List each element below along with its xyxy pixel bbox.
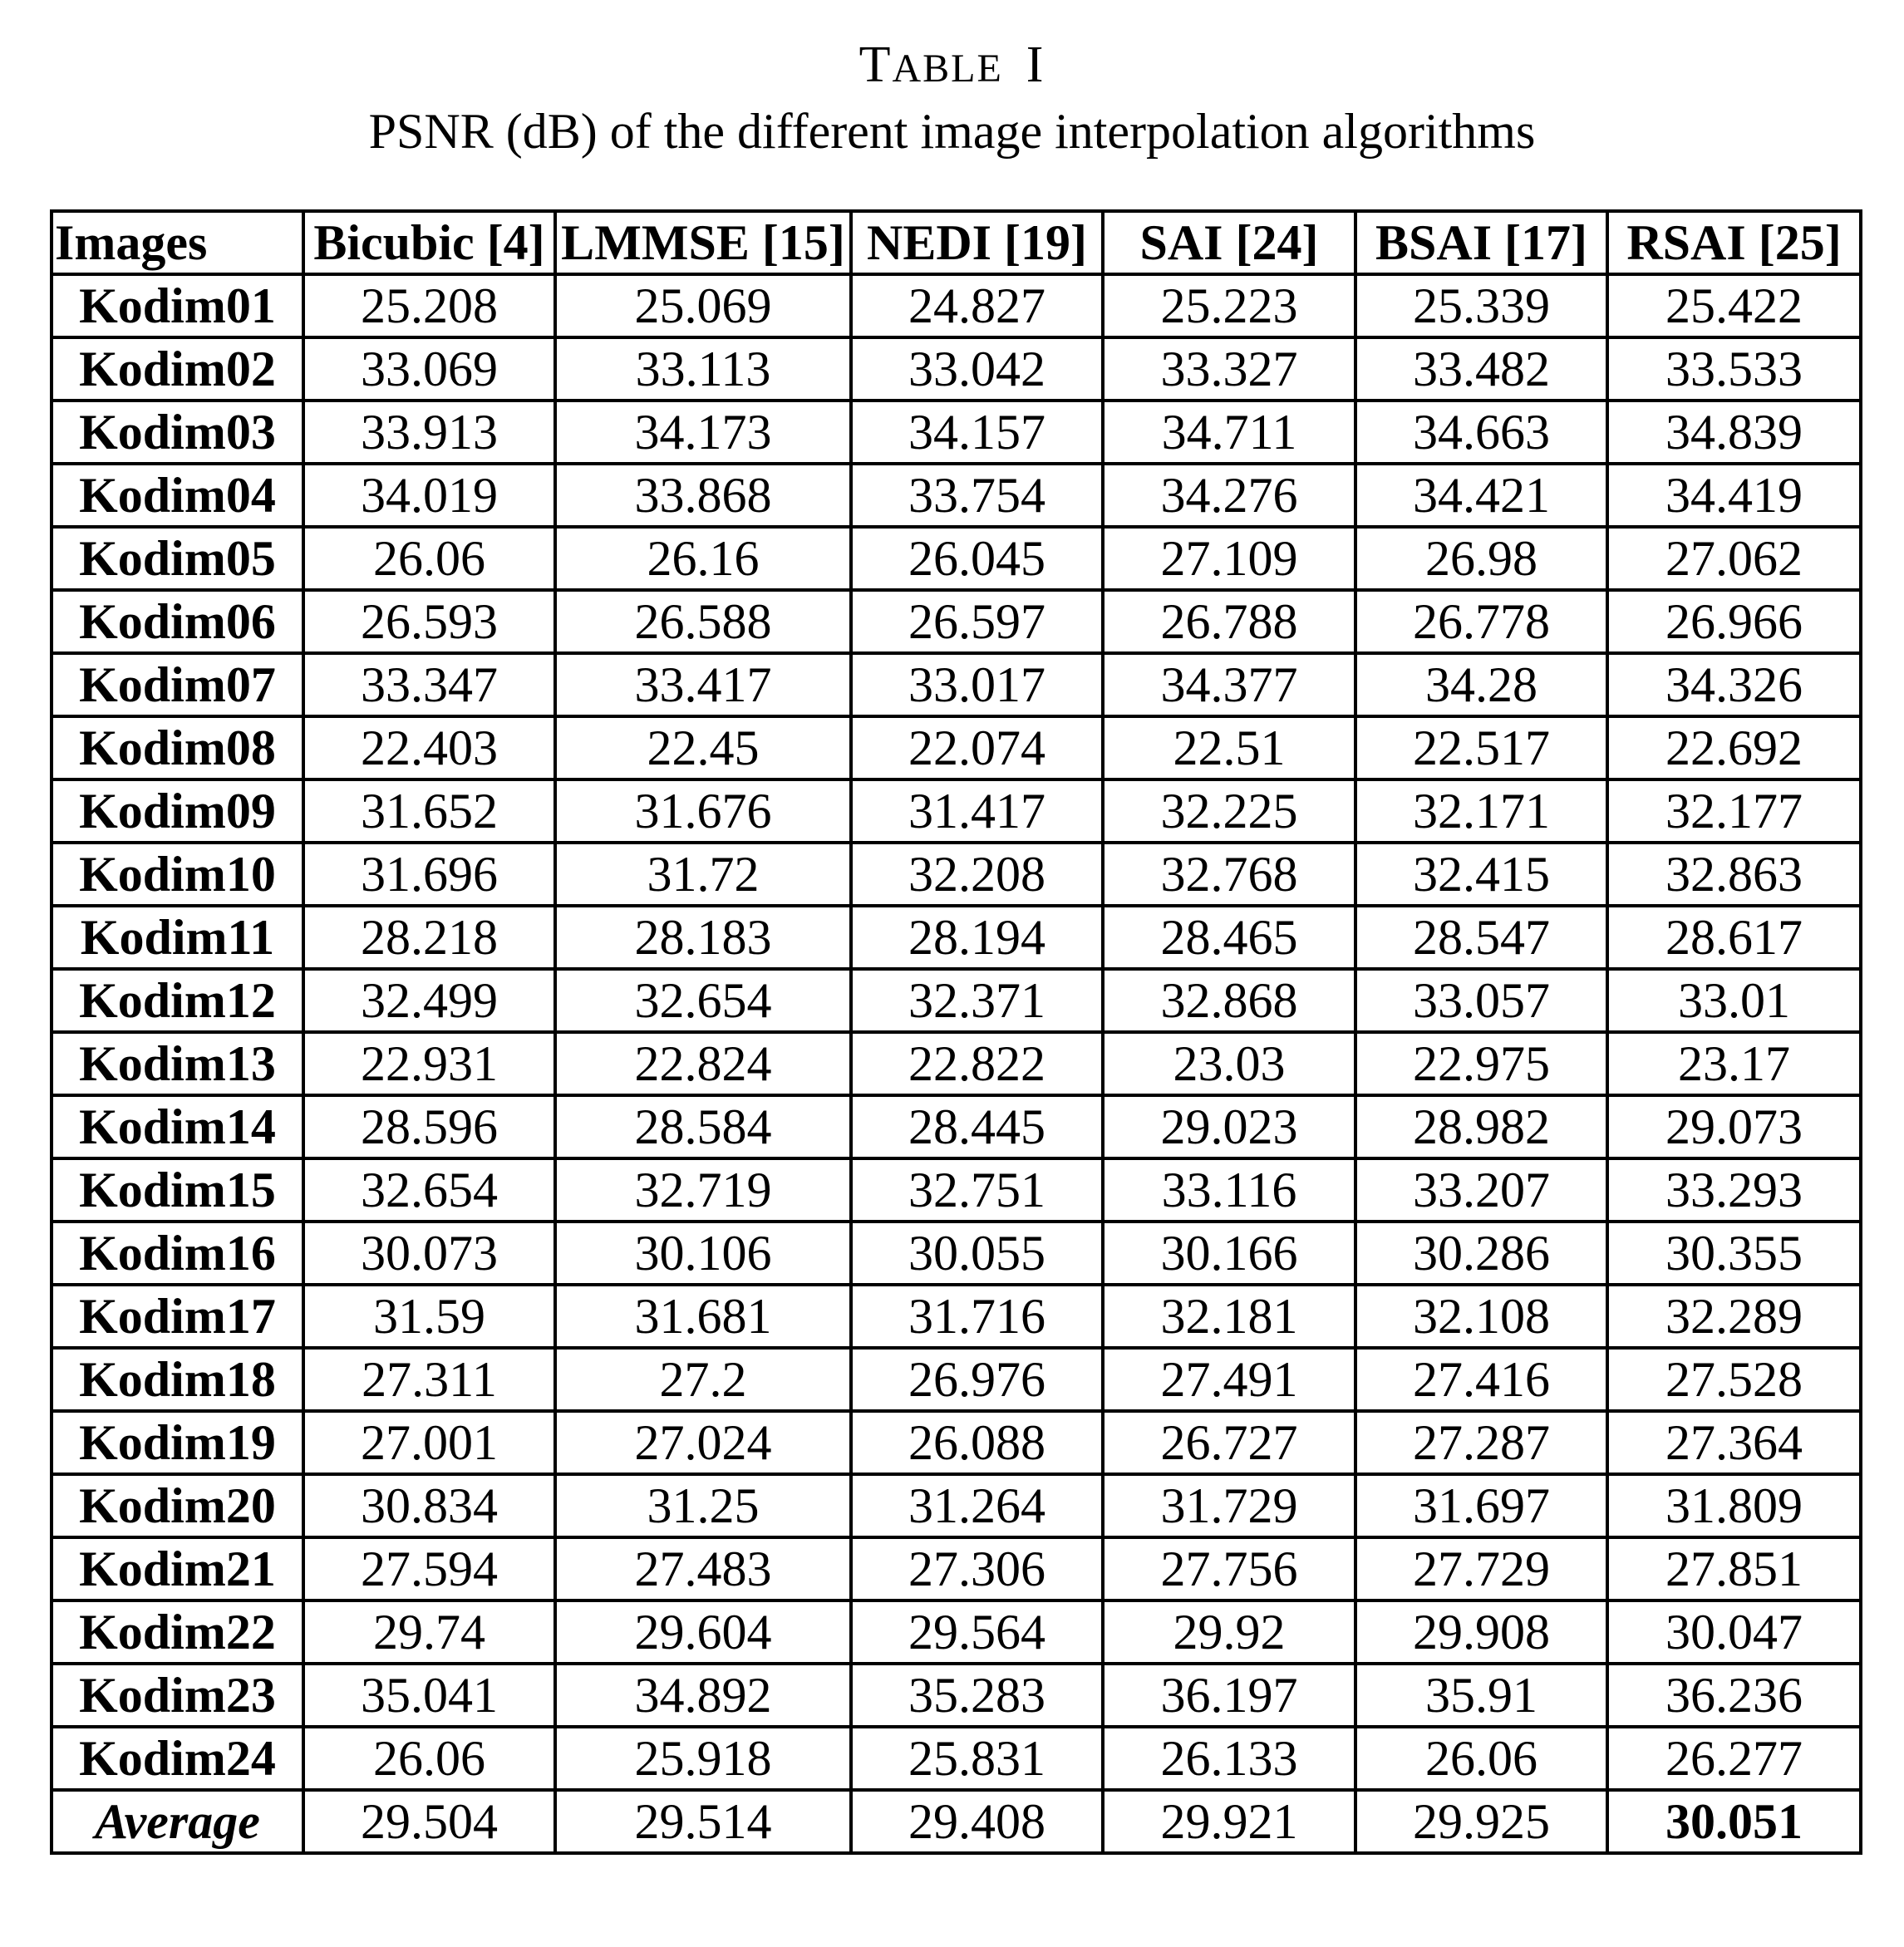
column-header: RSAI [25] [1607, 211, 1861, 274]
psnr-cell: 34.28 [1355, 653, 1607, 716]
psnr-cell: 34.326 [1607, 653, 1861, 716]
table-row [52, 464, 1861, 527]
psnr-cell: 26.277 [1607, 1727, 1861, 1790]
psnr-cell: 35.041 [303, 1664, 555, 1727]
psnr-cell: 26.588 [555, 590, 851, 653]
psnr-cell: 28.584 [555, 1095, 851, 1158]
average-psnr-cell: 29.925 [1355, 1790, 1607, 1853]
table-row [52, 527, 1861, 590]
image-name-cell: Kodim09 [52, 779, 303, 843]
image-name-cell: Kodim16 [52, 1222, 303, 1285]
table-label-rest: ABLE [892, 47, 1003, 91]
psnr-cell: 23.17 [1607, 1032, 1861, 1095]
psnr-cell: 29.74 [303, 1600, 555, 1664]
psnr-cell: 27.109 [1103, 527, 1355, 590]
image-name-cell: Kodim08 [52, 716, 303, 779]
table-row [52, 716, 1861, 779]
psnr-cell: 31.676 [555, 779, 851, 843]
psnr-cell: 22.822 [851, 1032, 1103, 1095]
psnr-cell: 33.057 [1355, 969, 1607, 1032]
table-row [52, 1474, 1861, 1537]
image-name-cell: Kodim06 [52, 590, 303, 653]
psnr-cell: 33.417 [555, 653, 851, 716]
psnr-cell: 25.339 [1355, 274, 1607, 337]
psnr-cell: 27.756 [1103, 1537, 1355, 1600]
psnr-cell: 34.663 [1355, 401, 1607, 464]
psnr-cell: 31.417 [851, 779, 1103, 843]
psnr-cell: 22.824 [555, 1032, 851, 1095]
psnr-cell: 31.729 [1103, 1474, 1355, 1537]
psnr-cell: 32.208 [851, 843, 1103, 906]
psnr-cell: 32.751 [851, 1158, 1103, 1222]
psnr-cell: 29.604 [555, 1600, 851, 1664]
psnr-cell: 22.692 [1607, 716, 1861, 779]
average-psnr-cell: 30.051 [1607, 1790, 1861, 1853]
image-name-cell: Kodim18 [52, 1348, 303, 1411]
psnr-cell: 32.171 [1355, 779, 1607, 843]
image-name-cell: Kodim03 [52, 401, 303, 464]
psnr-cell: 27.491 [1103, 1348, 1355, 1411]
image-name-cell: Kodim24 [52, 1727, 303, 1790]
header-row [52, 211, 1861, 274]
psnr-cell: 33.868 [555, 464, 851, 527]
psnr-cell: 29.92 [1103, 1600, 1355, 1664]
psnr-cell: 28.982 [1355, 1095, 1607, 1158]
psnr-cell: 34.419 [1607, 464, 1861, 527]
psnr-cell: 29.564 [851, 1600, 1103, 1664]
image-name-cell: Kodim15 [52, 1158, 303, 1222]
psnr-cell: 36.236 [1607, 1664, 1861, 1727]
table-row [52, 401, 1861, 464]
psnr-cell: 34.019 [303, 464, 555, 527]
psnr-cell: 26.16 [555, 527, 851, 590]
psnr-cell: 31.681 [555, 1285, 851, 1348]
psnr-cell: 27.851 [1607, 1537, 1861, 1600]
psnr-cell: 26.597 [851, 590, 1103, 653]
psnr-cell: 26.045 [851, 527, 1103, 590]
table-row [52, 906, 1861, 969]
average-psnr-cell: 29.921 [1103, 1790, 1355, 1853]
table-row [52, 843, 1861, 906]
psnr-cell: 26.593 [303, 590, 555, 653]
image-name-cell: Kodim07 [52, 653, 303, 716]
psnr-cell: 33.482 [1355, 337, 1607, 401]
psnr-cell: 27.364 [1607, 1411, 1861, 1474]
table-row [52, 969, 1861, 1032]
psnr-cell: 27.416 [1355, 1348, 1607, 1411]
psnr-cell: 32.225 [1103, 779, 1355, 843]
psnr-cell: 30.047 [1607, 1600, 1861, 1664]
psnr-cell: 26.06 [1355, 1727, 1607, 1790]
image-name-cell: Kodim23 [52, 1664, 303, 1727]
psnr-cell: 29.073 [1607, 1095, 1861, 1158]
psnr-cell: 25.422 [1607, 274, 1861, 337]
psnr-cell: 29.023 [1103, 1095, 1355, 1158]
psnr-cell: 31.59 [303, 1285, 555, 1348]
psnr-cell: 33.113 [555, 337, 851, 401]
psnr-cell: 31.696 [303, 843, 555, 906]
image-name-cell: Kodim11 [52, 906, 303, 969]
psnr-cell: 31.264 [851, 1474, 1103, 1537]
image-name-cell: Kodim10 [52, 843, 303, 906]
table-row [52, 779, 1861, 843]
image-name-cell: Kodim14 [52, 1095, 303, 1158]
table-row [52, 1158, 1861, 1222]
psnr-cell: 27.311 [303, 1348, 555, 1411]
psnr-table [50, 209, 1862, 1855]
psnr-cell: 28.465 [1103, 906, 1355, 969]
psnr-cell: 27.062 [1607, 527, 1861, 590]
image-name-cell: Kodim21 [52, 1537, 303, 1600]
psnr-cell: 27.594 [303, 1537, 555, 1600]
psnr-cell: 27.483 [555, 1537, 851, 1600]
table-row [52, 1222, 1861, 1285]
psnr-cell: 31.25 [555, 1474, 851, 1537]
psnr-cell: 30.073 [303, 1222, 555, 1285]
table-row [52, 1095, 1861, 1158]
psnr-cell: 28.183 [555, 906, 851, 969]
psnr-cell: 22.931 [303, 1032, 555, 1095]
psnr-cell: 36.197 [1103, 1664, 1355, 1727]
psnr-cell: 32.108 [1355, 1285, 1607, 1348]
psnr-cell: 32.177 [1607, 779, 1861, 843]
psnr-cell: 33.533 [1607, 337, 1861, 401]
psnr-cell: 26.06 [303, 527, 555, 590]
image-name-cell: Kodim04 [52, 464, 303, 527]
average-psnr-cell: 29.514 [555, 1790, 851, 1853]
psnr-cell: 27.306 [851, 1537, 1103, 1600]
table-body [52, 274, 1861, 1853]
table-row [52, 274, 1861, 337]
psnr-cell: 34.839 [1607, 401, 1861, 464]
psnr-cell: 33.913 [303, 401, 555, 464]
psnr-cell: 34.377 [1103, 653, 1355, 716]
psnr-cell: 26.06 [303, 1727, 555, 1790]
psnr-cell: 33.116 [1103, 1158, 1355, 1222]
psnr-cell: 32.289 [1607, 1285, 1861, 1348]
psnr-cell: 28.445 [851, 1095, 1103, 1158]
psnr-cell: 30.355 [1607, 1222, 1861, 1285]
psnr-cell: 30.055 [851, 1222, 1103, 1285]
table-row [52, 1664, 1861, 1727]
psnr-cell: 32.371 [851, 969, 1103, 1032]
psnr-cell: 33.069 [303, 337, 555, 401]
table-row [52, 1727, 1861, 1790]
psnr-cell: 32.654 [555, 969, 851, 1032]
psnr-cell: 25.918 [555, 1727, 851, 1790]
psnr-cell: 27.729 [1355, 1537, 1607, 1600]
psnr-cell: 31.72 [555, 843, 851, 906]
psnr-cell: 32.768 [1103, 843, 1355, 906]
psnr-cell: 33.207 [1355, 1158, 1607, 1222]
psnr-cell: 22.45 [555, 716, 851, 779]
psnr-cell: 27.001 [303, 1411, 555, 1474]
psnr-cell: 22.403 [303, 716, 555, 779]
psnr-cell: 34.157 [851, 401, 1103, 464]
psnr-cell: 31.652 [303, 779, 555, 843]
table-label-initial: T [859, 37, 893, 93]
psnr-cell: 28.194 [851, 906, 1103, 969]
psnr-cell: 32.654 [303, 1158, 555, 1222]
psnr-cell: 26.727 [1103, 1411, 1355, 1474]
psnr-cell: 33.754 [851, 464, 1103, 527]
image-name-cell: Kodim02 [52, 337, 303, 401]
psnr-cell: 27.287 [1355, 1411, 1607, 1474]
psnr-cell: 22.975 [1355, 1032, 1607, 1095]
psnr-cell: 32.719 [555, 1158, 851, 1222]
psnr-cell: 32.415 [1355, 843, 1607, 906]
psnr-cell: 34.711 [1103, 401, 1355, 464]
table-row [52, 1032, 1861, 1095]
psnr-cell: 32.863 [1607, 843, 1861, 906]
psnr-cell: 26.778 [1355, 590, 1607, 653]
column-header: NEDI [19] [851, 211, 1103, 274]
average-label: Average [52, 1790, 303, 1853]
psnr-cell: 34.173 [555, 401, 851, 464]
column-header: LMMSE [15] [555, 211, 851, 274]
psnr-cell: 30.286 [1355, 1222, 1607, 1285]
image-name-cell: Kodim05 [52, 527, 303, 590]
psnr-cell: 34.276 [1103, 464, 1355, 527]
psnr-cell: 22.074 [851, 716, 1103, 779]
column-header: SAI [24] [1103, 211, 1355, 274]
psnr-cell: 33.042 [851, 337, 1103, 401]
psnr-cell: 25.208 [303, 274, 555, 337]
psnr-cell: 33.327 [1103, 337, 1355, 401]
psnr-cell: 33.017 [851, 653, 1103, 716]
psnr-cell: 30.834 [303, 1474, 555, 1537]
table-row [52, 337, 1861, 401]
psnr-cell: 26.088 [851, 1411, 1103, 1474]
psnr-cell: 33.01 [1607, 969, 1861, 1032]
psnr-cell: 34.421 [1355, 464, 1607, 527]
psnr-cell: 22.517 [1355, 716, 1607, 779]
psnr-cell: 25.831 [851, 1727, 1103, 1790]
psnr-cell: 27.528 [1607, 1348, 1861, 1411]
psnr-cell: 34.892 [555, 1664, 851, 1727]
image-name-cell: Kodim19 [52, 1411, 303, 1474]
table-row [52, 1537, 1861, 1600]
image-name-cell: Kodim12 [52, 969, 303, 1032]
table-number: I [1026, 37, 1045, 93]
psnr-cell: 31.716 [851, 1285, 1103, 1348]
table-label [0, 32, 1904, 102]
image-name-cell: Kodim20 [52, 1474, 303, 1537]
psnr-cell: 28.596 [303, 1095, 555, 1158]
table-row [52, 1285, 1861, 1348]
psnr-cell: 35.283 [851, 1664, 1103, 1727]
psnr-cell: 30.106 [555, 1222, 851, 1285]
psnr-cell: 27.024 [555, 1411, 851, 1474]
average-psnr-cell: 29.408 [851, 1790, 1103, 1853]
table-row [52, 653, 1861, 716]
psnr-cell: 32.499 [303, 969, 555, 1032]
psnr-cell: 32.181 [1103, 1285, 1355, 1348]
psnr-cell: 25.223 [1103, 274, 1355, 337]
table-caption: PSNR (dB) of the different image interpolation algorithms [368, 104, 1536, 159]
psnr-cell: 26.966 [1607, 590, 1861, 653]
psnr-cell: 33.347 [303, 653, 555, 716]
average-row [52, 1790, 1861, 1853]
column-header: Images [52, 211, 303, 274]
psnr-cell: 28.617 [1607, 906, 1861, 969]
average-psnr-cell: 29.504 [303, 1790, 555, 1853]
psnr-cell: 28.547 [1355, 906, 1607, 969]
psnr-cell: 30.166 [1103, 1222, 1355, 1285]
psnr-cell: 26.98 [1355, 527, 1607, 590]
psnr-cell: 26.976 [851, 1348, 1103, 1411]
psnr-cell: 23.03 [1103, 1032, 1355, 1095]
psnr-cell: 35.91 [1355, 1664, 1607, 1727]
psnr-cell: 31.697 [1355, 1474, 1607, 1537]
column-header: Bicubic [4] [303, 211, 555, 274]
psnr-cell: 24.827 [851, 274, 1103, 337]
psnr-cell: 33.293 [1607, 1158, 1861, 1222]
psnr-cell: 26.788 [1103, 590, 1355, 653]
column-header: BSAI [17] [1355, 211, 1607, 274]
image-name-cell: Kodim17 [52, 1285, 303, 1348]
psnr-cell: 22.51 [1103, 716, 1355, 779]
psnr-cell: 28.218 [303, 906, 555, 969]
psnr-cell: 26.133 [1103, 1727, 1355, 1790]
psnr-cell: 32.868 [1103, 969, 1355, 1032]
image-name-cell: Kodim13 [52, 1032, 303, 1095]
image-name-cell: Kodim22 [52, 1600, 303, 1664]
table-row [52, 1348, 1861, 1411]
image-name-cell: Kodim01 [52, 274, 303, 337]
table-row [52, 590, 1861, 653]
psnr-cell: 27.2 [555, 1348, 851, 1411]
table-row [52, 1600, 1861, 1664]
table-row [52, 1411, 1861, 1474]
psnr-cell: 25.069 [555, 274, 851, 337]
psnr-cell: 31.809 [1607, 1474, 1861, 1537]
psnr-cell: 29.908 [1355, 1600, 1607, 1664]
